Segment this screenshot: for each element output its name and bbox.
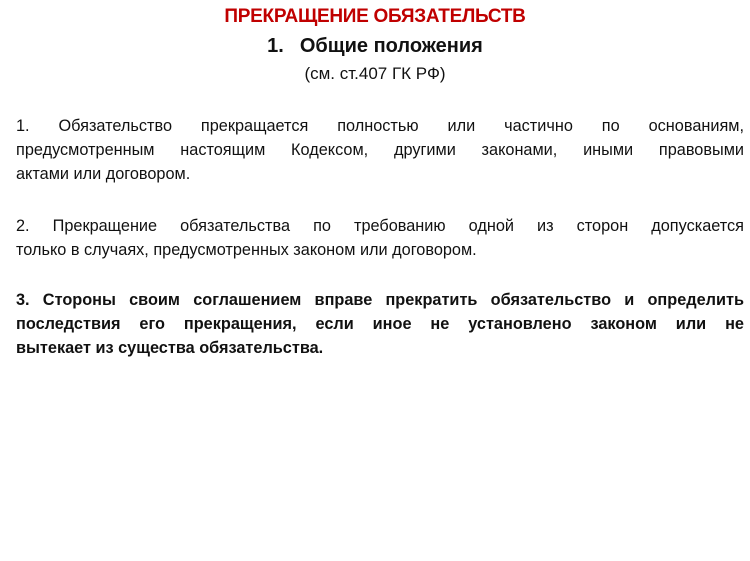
paragraph-line: 3. Стороны своим соглашением вправе прекратить обязательство и определить xyxy=(16,291,744,309)
slide-title: ПРЕКРАЩЕНИЕ ОБЯЗАТЕЛЬСТВ xyxy=(224,6,526,27)
paragraph-3 xyxy=(16,288,744,360)
paragraph-line: только в случаях, предусмотренных законом или договором. xyxy=(16,241,477,259)
paragraph-1 xyxy=(16,114,744,186)
paragraph-line: 1. Обязательство прекращается полностью или частично по основаниям, xyxy=(16,117,744,135)
paragraph-2 xyxy=(16,214,744,262)
paragraph-line: актами или договором. xyxy=(16,165,191,183)
section-title: Общие положения xyxy=(299,35,483,57)
paragraph-line: последствия его прекращения, если иное не установлено законом или не xyxy=(16,315,744,333)
section-heading xyxy=(0,35,750,58)
paragraph-line: вытекает из существа обязательства. xyxy=(16,339,324,357)
paragraph-line: 2. Прекращение обязательства по требованию одной из сторон допускается xyxy=(16,217,744,235)
law-reference: (см. ст.407 ГК РФ) xyxy=(304,64,446,83)
paragraph-line: предусмотренным настоящим Кодексом, другими законами, иными правовыми xyxy=(16,141,744,159)
section-number: 1. xyxy=(267,35,284,57)
